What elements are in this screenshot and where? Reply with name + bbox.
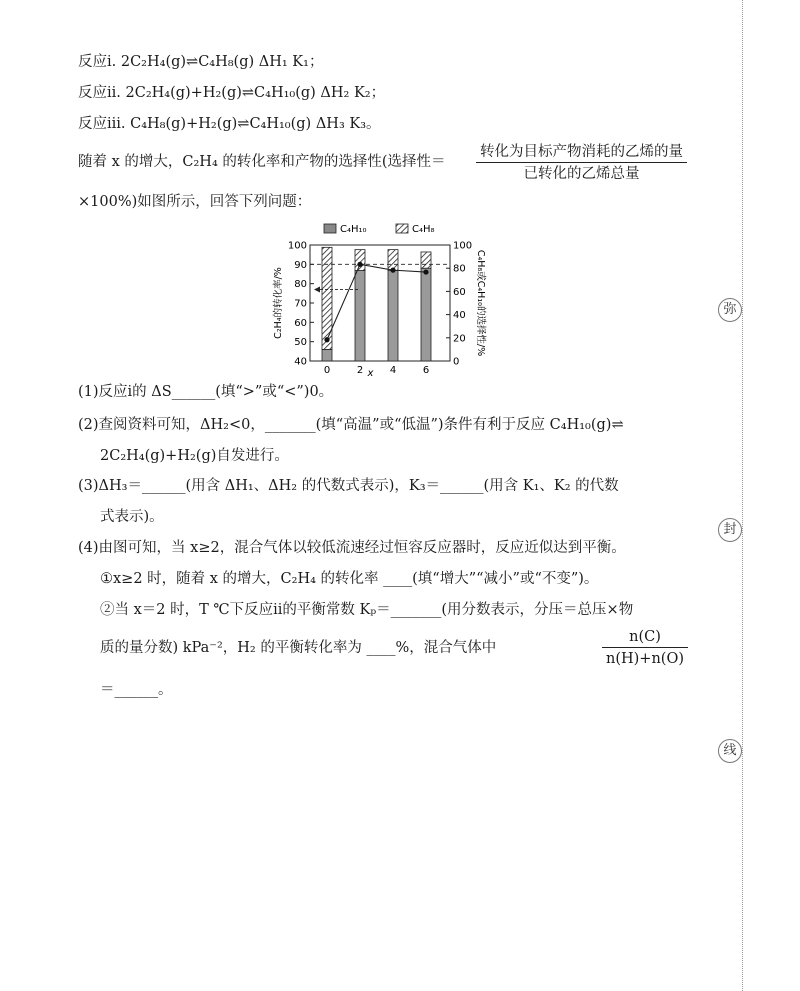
question-4-part2-end: ＝______。	[100, 682, 173, 698]
reaction-2: 反应ⅱ. 2C₂H₄(g)+H₂(g)⇌C₄H₁₀(g) ΔH₂ K₂；	[78, 85, 386, 101]
chart	[268, 218, 508, 378]
selectivity-text-end: ×100%)如图所示，回答下列问题：	[78, 194, 312, 210]
question-4-part2-line1: ②当 x＝2 时，T ℃下反应ⅱ的平衡常数 Kₚ＝_______(用分数表示，分压＝总压×物	[100, 602, 634, 618]
question-2-line2: 2C₂H₄(g)+H₂(g)自发进行。	[100, 448, 289, 464]
bar-c4h8	[322, 247, 332, 349]
bar-c4h10	[322, 349, 332, 361]
left-tick-label: 100	[287, 240, 307, 252]
question-1: (1)反应ⅰ的 ΔS______(填“>”或“<”)0。	[78, 384, 334, 400]
left-tick-label: 40	[294, 356, 307, 368]
left-tick-label: 70	[294, 298, 307, 310]
x-tick-label: 0	[323, 365, 331, 376]
left-tick-label: 50	[294, 337, 307, 349]
conversion-point	[423, 269, 428, 274]
conversion-point	[324, 337, 329, 342]
x-tick-label: 2	[356, 365, 364, 376]
conversion-point	[390, 268, 395, 273]
reaction-1: 反应ⅰ. 2C₂H₄(g)⇌C₄H₈(g) ΔH₁ K₁；	[78, 54, 324, 70]
right-tick-label: 100	[453, 240, 473, 252]
x-axis-label: x	[367, 368, 374, 378]
binding-margin-line	[742, 0, 743, 991]
bar-c4h8	[355, 250, 365, 271]
question-3-line1: (3)ΔH₃＝______(用含 ΔH₁、ΔH₂ 的代数式表示)，K₃＝______(用含 K₁、K₂ 的代数	[78, 478, 619, 494]
question-4-part1: ①x≥2 时，随着 x 的增大，C₂H₄ 的转化率 ____(填“增大”“减小”或“不变”)。	[100, 571, 599, 587]
selectivity-fraction	[476, 142, 687, 185]
mole-ratio-fraction	[602, 627, 688, 670]
margin-seal-mi: 弥	[718, 298, 742, 322]
left-tick-label: 80	[294, 279, 307, 291]
bar-c4h8	[388, 250, 398, 271]
selectivity-text: 随着 x 的增大，C₂H₄ 的转化率和产物的选择性(选择性＝	[78, 154, 446, 170]
mole-ratio-numerator: n(C)	[602, 627, 688, 648]
bar-c4h10	[421, 268, 431, 361]
margin-seal-feng: 封	[718, 518, 742, 542]
question-4-part2-line2: 质的量分数) kPa⁻²，H₂ 的平衡转化率为 ____%，混合气体中	[100, 640, 497, 656]
margin-seal-xian: 线	[718, 739, 742, 763]
reaction-3: 反应ⅲ. C₄H₈(g)+H₂(g)⇌C₄H₁₀(g) ΔH₃ K₃。	[78, 116, 381, 132]
question-4: (4)由图可知，当 x≥2，混合气体以较低流速经过恒容反应器时，反应近似达到平衡。	[78, 540, 626, 556]
right-tick-label: 20	[453, 333, 466, 345]
bar-c4h8	[421, 252, 431, 268]
bar-c4h10	[355, 271, 365, 361]
legend-swatch-c4h8	[396, 224, 408, 233]
legend-label-c4h8: C₄H₈	[412, 224, 435, 235]
left-tick-label: 90	[294, 259, 307, 271]
x-tick-label: 4	[389, 365, 397, 376]
right-tick-label: 0	[453, 356, 460, 368]
bar-c4h10	[388, 271, 398, 361]
legend-label-c4h10: C₄H₁₀	[340, 224, 367, 235]
question-3-line2: 式表示)。	[100, 509, 164, 525]
conversion-point	[357, 262, 362, 267]
question-2-line1: (2)查阅资料可知，ΔH₂<0，_______(填“高温”或“低温”)条件有利于反应 C₄H₁₀(g)⇌	[78, 417, 624, 433]
right-tick-label: 80	[453, 263, 466, 275]
left-tick-label: 60	[294, 317, 307, 329]
right-tick-label: 40	[453, 310, 466, 322]
left-axis-title: C₂H₄的转化率/%	[273, 267, 284, 339]
right-tick-label: 60	[453, 286, 466, 298]
legend-swatch-c4h10	[324, 224, 336, 233]
mole-ratio-denominator: n(H)+n(O)	[606, 651, 684, 667]
right-axis-title: C₄H₈或C₄H₁₀的选择性/%	[475, 249, 486, 357]
x-tick-label: 6	[422, 365, 430, 376]
selectivity-numerator: 转化为目标产物消耗的乙烯的量	[476, 142, 687, 163]
selectivity-denominator: 已转化的乙烯总量	[523, 166, 640, 182]
